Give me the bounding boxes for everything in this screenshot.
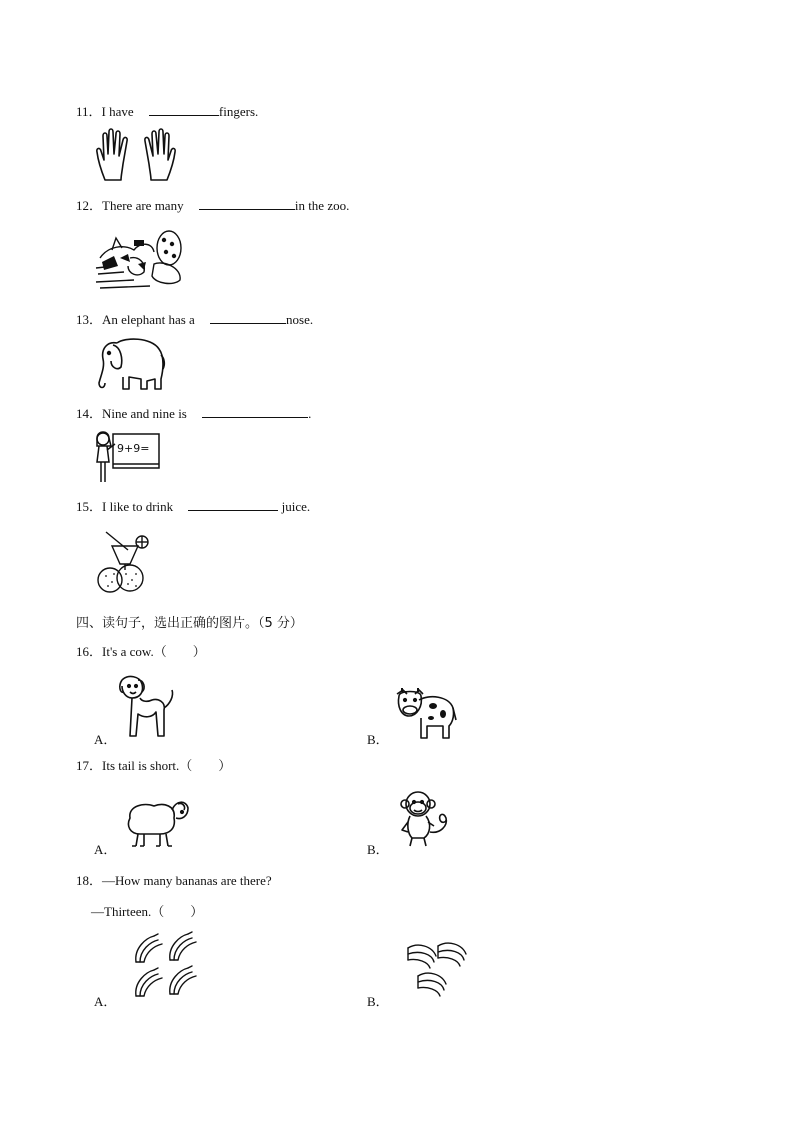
zoo-animals-icon — [94, 228, 186, 294]
orange-juice-icon — [96, 530, 156, 596]
answer-blank[interactable] — [199, 197, 295, 210]
question-text: Its tail is short.（ ） — [102, 758, 232, 773]
question-text-after: nose. — [286, 312, 314, 327]
answer-blank[interactable] — [188, 498, 278, 511]
dog-icon[interactable] — [118, 674, 176, 740]
monkey-icon[interactable] — [400, 790, 456, 850]
option-a-label[interactable]: A． — [94, 994, 117, 1009]
option-b-label[interactable]: B． — [367, 842, 389, 857]
option-a-label[interactable]: A． — [94, 732, 117, 747]
board-text: 9+9= — [117, 442, 150, 455]
bananas-four-bunches-icon[interactable] — [126, 928, 200, 1002]
question-number: 17． — [76, 758, 103, 773]
question-text-before: I like to drink — [102, 499, 174, 514]
section-heading: 四、读句子，选出正确的图片。（5 分） — [76, 616, 303, 631]
question-number: 15． — [76, 499, 103, 514]
question-number: 13． — [76, 312, 103, 327]
question-text-after: in the zoo. — [294, 198, 350, 213]
cow-icon[interactable] — [393, 686, 457, 740]
question-16 — [76, 644, 206, 660]
answer-blank[interactable] — [149, 103, 219, 116]
question-15 — [76, 498, 310, 515]
question-text: It's a cow.（ ） — [102, 644, 206, 659]
question-text: —How many bananas are there? — [102, 873, 272, 888]
question-number: 11． — [76, 104, 102, 119]
question-text-before: There are many — [102, 198, 184, 213]
girl-blackboard-icon — [93, 428, 165, 486]
question-11 — [76, 103, 258, 120]
question-text-after: . — [308, 406, 312, 421]
question-12 — [76, 197, 349, 214]
question-text-after: fingers. — [218, 104, 259, 119]
question-number: 14． — [76, 406, 103, 421]
bananas-three-bunches-icon[interactable] — [404, 936, 470, 1002]
answer-blank[interactable] — [202, 405, 308, 418]
question-number: 12． — [76, 198, 103, 213]
option-a-label[interactable]: A． — [94, 842, 117, 857]
question-number: 16． — [76, 644, 103, 659]
question-text-before: Nine and nine is — [102, 406, 187, 421]
option-b-label[interactable]: B． — [367, 994, 389, 1009]
question-14 — [76, 405, 311, 422]
question-number: 18． — [76, 873, 103, 888]
two-hands-icon — [95, 128, 177, 184]
question-13 — [76, 311, 313, 328]
sheep-icon[interactable] — [124, 796, 190, 850]
answer-blank[interactable] — [210, 311, 286, 324]
question-text-before: I have — [101, 104, 134, 119]
question-text-before: An elephant has a — [102, 312, 195, 327]
question-18 — [76, 873, 272, 889]
question-17 — [76, 758, 231, 774]
option-b-label[interactable]: B． — [367, 732, 389, 747]
question-text-after: juice. — [281, 499, 311, 514]
elephant-icon — [95, 335, 167, 393]
question-18-answer-line: —Thirteen.（ ） — [91, 904, 204, 919]
